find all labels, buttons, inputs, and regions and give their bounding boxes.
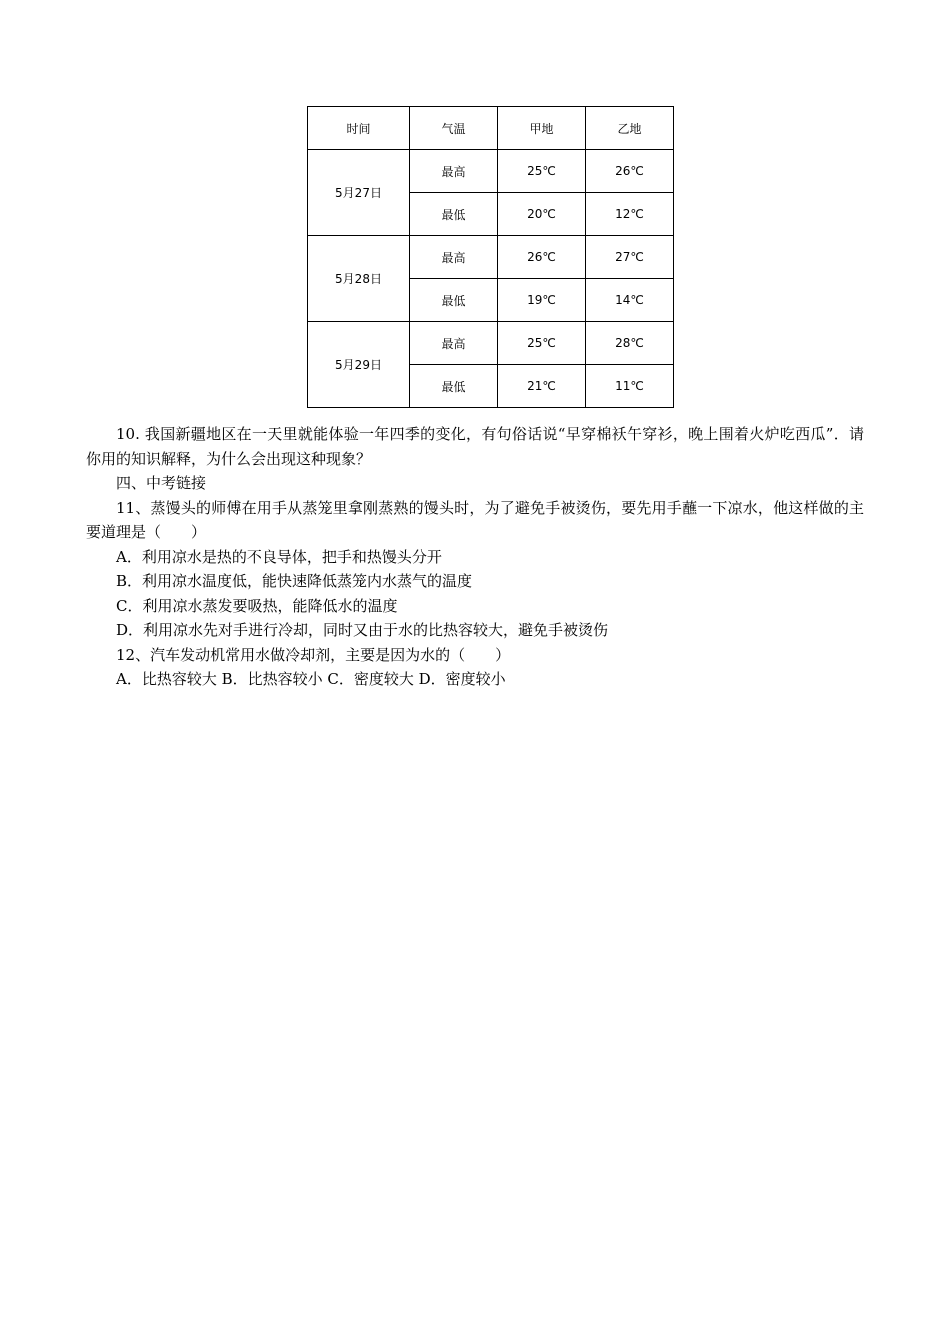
place-a-cell: 25℃ xyxy=(498,322,586,365)
temp-label-cell: 最高 xyxy=(410,322,498,365)
table-header-row xyxy=(308,107,674,150)
question-11-option-d: D．利用凉水先对手进行冷却，同时又由于水的比热容较大，避免手被烫伤 xyxy=(116,621,609,639)
date-cell: 5月28日 xyxy=(308,236,410,322)
place-a-cell: 26℃ xyxy=(498,236,586,279)
temp-label-cell: 最高 xyxy=(410,150,498,193)
place-b-cell: 14℃ xyxy=(586,279,674,322)
place-b-cell: 28℃ xyxy=(586,322,674,365)
question-11-option-c: C．利用凉水蒸发要吸热，能降低水的温度 xyxy=(116,596,398,615)
question-12-options: A．比热容较大 B．比热容较小 C．密度较大 D．密度较小 xyxy=(116,670,506,688)
temperature-table xyxy=(307,106,674,408)
temp-label-cell: 最低 xyxy=(410,279,498,322)
question-text xyxy=(86,422,864,692)
question-10: 10. 我国新疆地区在一天里就能体验一年四季的变化，有句俗话说“早穿棉袄午穿衫，晚上围着火炉吃西瓜”．请你用的知识解释，为什么会出现这种现象？ xyxy=(86,425,864,468)
place-a-cell: 19℃ xyxy=(498,279,586,322)
question-12-stem: 12、汽车发动机常用水做冷却剂，主要是因为水的（ ） xyxy=(116,645,511,664)
question-11-option-b: B．利用凉水温度低，能快速降低蒸笼内水蒸气的温度 xyxy=(116,572,473,590)
place-b-cell: 26℃ xyxy=(586,150,674,193)
date-cell: 5月27日 xyxy=(308,150,410,236)
header-place-b: 乙地 xyxy=(586,107,674,150)
table-row xyxy=(308,322,674,365)
place-a-cell: 25℃ xyxy=(498,150,586,193)
question-11-stem: 11、蒸馒头的师傅在用手从蒸笼里拿刚蒸熟的馒头时，为了避免手被烫伤，要先用手蘸一下凉水，他这样做的主要道理是（ ） xyxy=(86,498,864,541)
temp-label-cell: 最高 xyxy=(410,236,498,279)
place-a-cell: 20℃ xyxy=(498,193,586,236)
place-a-cell: 21℃ xyxy=(498,365,586,408)
header-time: 时间 xyxy=(308,107,410,150)
header-temperature: 气温 xyxy=(410,107,498,150)
table-row xyxy=(308,236,674,279)
place-b-cell: 27℃ xyxy=(586,236,674,279)
header-place-a: 甲地 xyxy=(498,107,586,150)
place-b-cell: 12℃ xyxy=(586,193,674,236)
question-11-option-a: A．利用凉水是热的不良导体，把手和热馒头分开 xyxy=(116,547,442,566)
section-4-heading: 四、中考链接 xyxy=(116,474,207,492)
temp-label-cell: 最低 xyxy=(410,193,498,236)
temp-label-cell: 最低 xyxy=(410,365,498,408)
date-cell: 5月29日 xyxy=(308,322,410,408)
place-b-cell: 11℃ xyxy=(586,365,674,408)
table-row xyxy=(308,150,674,193)
